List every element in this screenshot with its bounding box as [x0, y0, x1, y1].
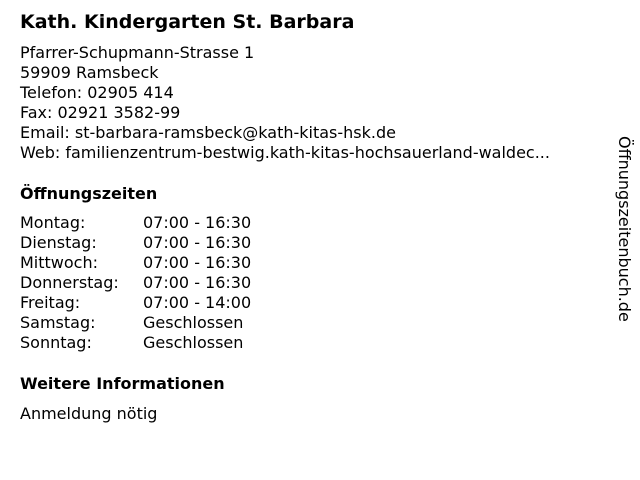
address-city: 59909 Ramsbeck — [20, 63, 159, 82]
hours-row-thursday — [20, 273, 251, 293]
hours-row-wednesday — [20, 253, 251, 273]
hours-row-friday — [20, 293, 251, 313]
day-label: Sonntag: — [20, 333, 92, 352]
day-label: Dienstag: — [20, 233, 97, 252]
time-value: Geschlossen — [143, 313, 244, 332]
day-label: Montag: — [20, 213, 86, 232]
further-info-heading: Weitere Informationen — [20, 374, 225, 393]
further-info-text: Anmeldung nötig — [20, 404, 158, 423]
contact-block — [20, 43, 550, 163]
time-value: 07:00 - 16:30 — [143, 273, 252, 292]
hours-row-tuesday — [20, 233, 251, 253]
opening-hours-table — [20, 213, 251, 353]
phone-number: Telefon: 02905 414 — [20, 83, 174, 102]
time-value: 07:00 - 16:30 — [143, 213, 252, 232]
day-label: Samstag: — [20, 313, 96, 332]
day-label: Freitag: — [20, 293, 81, 312]
hours-row-saturday — [20, 313, 251, 333]
day-label: Donnerstag: — [20, 273, 119, 292]
email-address: Email: st-barbara-ramsbeck@kath-kitas-hsk.de — [20, 123, 396, 142]
website-url: Web: familienzentrum-bestwig.kath-kitas-hochsauerland-waldec... — [20, 143, 550, 162]
day-label: Mittwoch: — [20, 253, 98, 272]
fax-number: Fax: 02921 3582-99 — [20, 103, 181, 122]
hours-row-monday — [20, 213, 251, 233]
time-value: 07:00 - 14:00 — [143, 293, 252, 312]
page-title: Kath. Kindergarten St. Barbara — [20, 11, 355, 33]
opening-hours-heading: Öffnungszeiten — [20, 184, 158, 203]
address-street: Pfarrer-Schupmann-Strasse 1 — [20, 43, 255, 62]
time-value: 07:00 - 16:30 — [143, 253, 252, 272]
time-value: Geschlossen — [143, 333, 244, 352]
time-value: 07:00 - 16:30 — [143, 233, 252, 252]
hours-row-sunday — [20, 333, 251, 353]
site-watermark: Öffnungszeitenbuch.de — [615, 136, 634, 322]
